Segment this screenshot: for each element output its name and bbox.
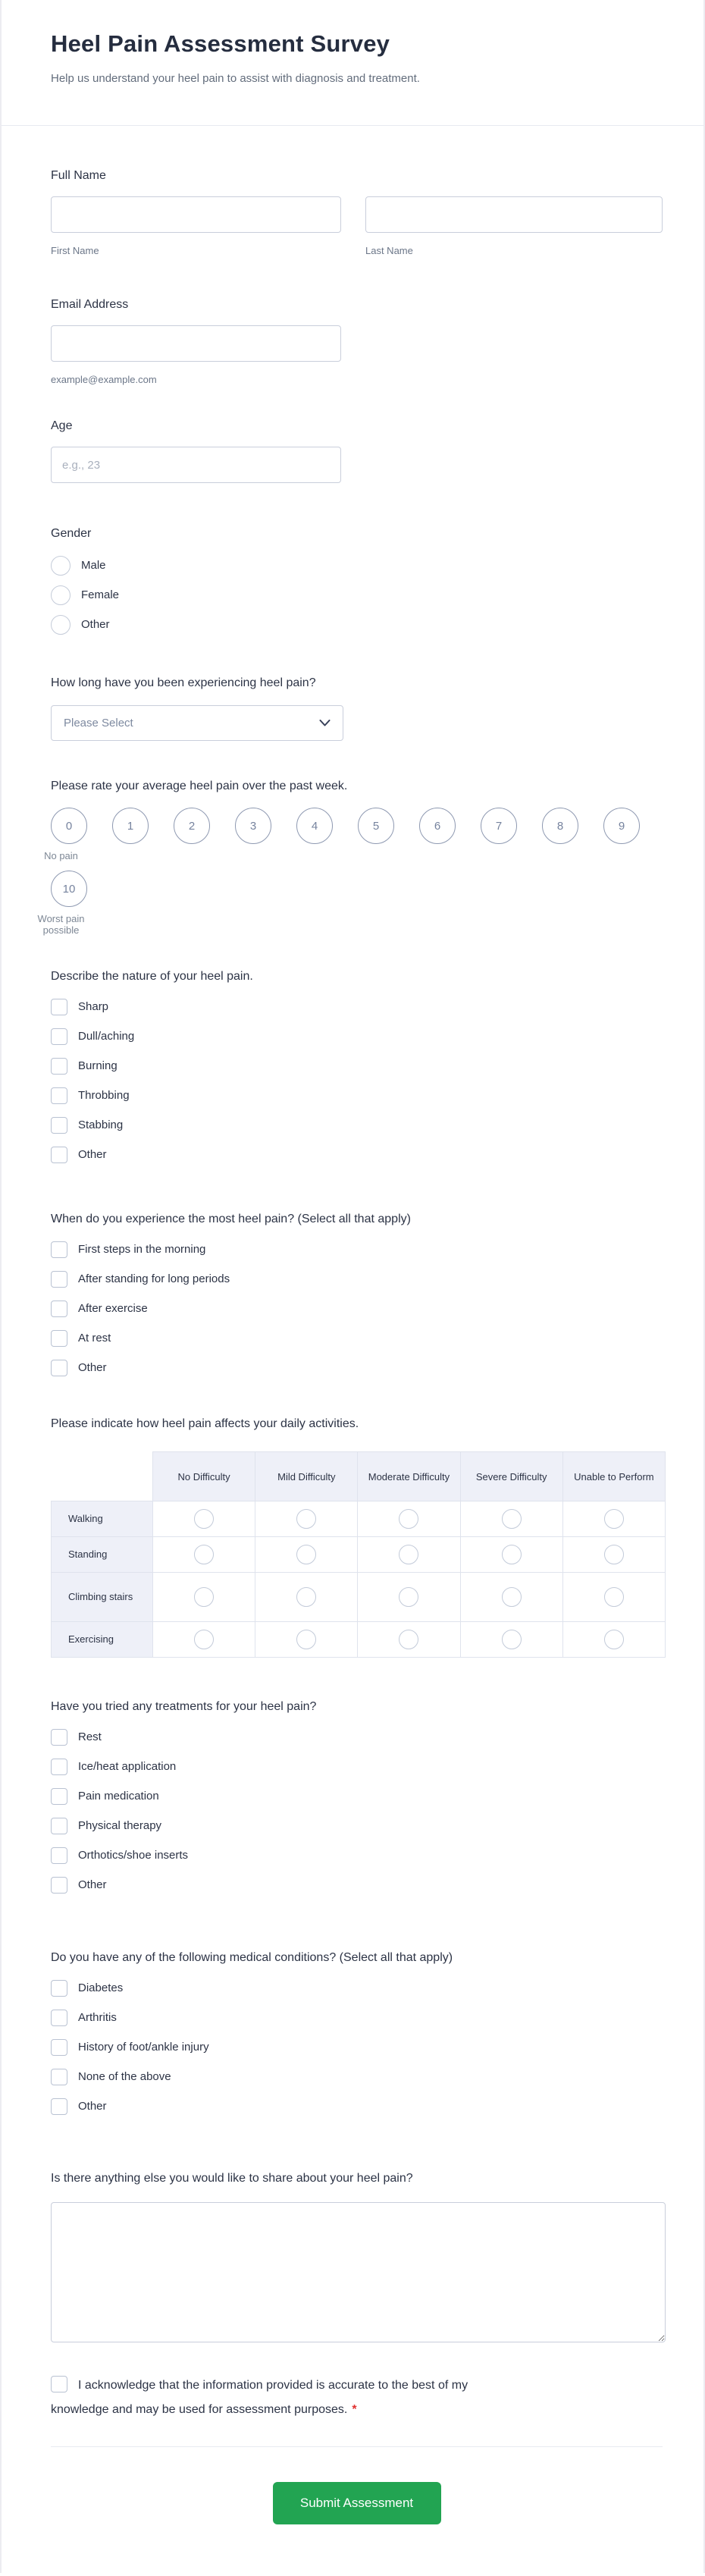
checkbox-icon[interactable] (51, 1818, 67, 1834)
conditions-options (51, 1980, 663, 2115)
last-name-col (365, 196, 663, 256)
nature-option-stabbing[interactable] (51, 1117, 663, 1134)
radio-icon[interactable] (296, 1630, 316, 1649)
checkbox-icon[interactable] (51, 1788, 67, 1805)
matrix-cell-exercising-severe[interactable] (460, 1622, 562, 1658)
matrix-corner-cell (52, 1452, 153, 1501)
question-pain-timing (51, 1212, 663, 1376)
condition-option-label: History of foot/ankle injury (78, 2041, 209, 2054)
nature-option-label: Other (78, 1148, 107, 1161)
treatment-option-label: Orthotics/shoe inserts (78, 1849, 189, 1862)
email-label: Email Address (51, 298, 129, 311)
radio-icon[interactable] (502, 1545, 522, 1564)
question-pain-scale (37, 779, 663, 936)
age-label: Age (51, 419, 73, 432)
radio-icon[interactable] (399, 1509, 418, 1529)
condition-option-other[interactable] (51, 2098, 663, 2115)
question-treatments (51, 1699, 663, 1894)
gender-option-label: Female (81, 588, 120, 601)
submit-button[interactable]: Submit Assessment (273, 2482, 441, 2524)
question-full-name (51, 168, 663, 256)
matrix-cell-climbing-unable[interactable] (562, 1573, 665, 1622)
treatment-option-label: Rest (78, 1730, 102, 1743)
condition-option-foot-ankle-injury[interactable] (51, 2039, 663, 2056)
radio-icon[interactable] (604, 1630, 624, 1649)
nature-option-sharp[interactable] (51, 999, 663, 1015)
matrix-row-label: Exercising (52, 1622, 153, 1658)
duration-label: How long have you been experiencing heel pain? (51, 676, 316, 689)
radio-icon[interactable] (399, 1545, 418, 1564)
matrix-cell-exercising-unable[interactable] (562, 1622, 665, 1658)
form-title: Heel Pain Assessment Survey (51, 30, 390, 57)
checkbox-icon[interactable] (51, 2010, 67, 2026)
radio-icon[interactable] (194, 1545, 214, 1564)
matrix-cell-standing-no[interactable] (153, 1537, 255, 1573)
radio-icon[interactable] (604, 1509, 624, 1529)
checkbox-icon[interactable] (51, 1360, 67, 1376)
gender-option-female[interactable] (51, 585, 663, 605)
matrix-row-exercising (52, 1622, 666, 1658)
checkbox-icon[interactable] (51, 1028, 67, 1045)
duration-select[interactable] (51, 705, 343, 741)
gender-option-label: Male (81, 559, 106, 572)
matrix-cell-climbing-moderate[interactable] (358, 1573, 460, 1622)
nature-option-label: Throbbing (78, 1089, 130, 1102)
matrix-col-header-moderate-difficulty: Moderate Difficulty (358, 1452, 460, 1501)
scale-item-7 (481, 808, 517, 861)
pain-nature-label: Describe the nature of your heel pain. (51, 970, 253, 983)
last-name-sublabel: Last Name (365, 245, 413, 256)
question-comments (51, 2171, 663, 2346)
matrix-col-header-severe-difficulty: Severe Difficulty (460, 1452, 562, 1501)
first-name-input[interactable] (51, 196, 341, 233)
scale-item-2 (174, 808, 210, 861)
matrix-cell-exercising-moderate[interactable] (358, 1622, 460, 1658)
timing-option-label: Other (78, 1361, 107, 1374)
radio-icon[interactable] (502, 1630, 522, 1649)
treatment-option-ice-heat[interactable] (51, 1759, 663, 1775)
treatments-label: Have you tried any treatments for your heel pain? (51, 1700, 317, 1713)
condition-option-diabetes[interactable] (51, 1980, 663, 1997)
radio-icon[interactable] (296, 1587, 316, 1607)
checkbox-icon[interactable] (51, 2069, 67, 2085)
matrix-cell-walking-no[interactable] (153, 1501, 255, 1537)
scale-item-1 (112, 808, 149, 861)
checkbox-icon[interactable] (51, 1087, 67, 1104)
nature-option-label: Dull/aching (78, 1030, 135, 1043)
nature-option-label: Sharp (78, 1000, 109, 1013)
nature-option-label: Stabbing (78, 1119, 124, 1131)
treatment-option-label: Physical therapy (78, 1819, 162, 1832)
matrix-cell-walking-severe[interactable] (460, 1501, 562, 1537)
timing-option-label: First steps in the morning (78, 1243, 206, 1256)
scale-item-10 (37, 871, 87, 936)
radio-icon[interactable] (194, 1630, 214, 1649)
condition-option-label: Arthritis (78, 2011, 117, 2024)
matrix-row-standing (52, 1537, 666, 1573)
acknowledgement-checkbox[interactable] (51, 2376, 67, 2392)
form-body (2, 126, 703, 2564)
radio-icon[interactable] (604, 1545, 624, 1564)
treatment-option-other[interactable] (51, 1877, 663, 1894)
checkbox-icon[interactable] (51, 1847, 67, 1864)
scale-option-10[interactable]: 10 (51, 871, 87, 907)
scale-item-9 (603, 808, 640, 861)
scale-option-3[interactable]: 3 (235, 808, 271, 844)
nature-option-burning[interactable] (51, 1058, 663, 1075)
timing-option-other[interactable] (51, 1360, 663, 1376)
matrix-cell-climbing-no[interactable] (153, 1573, 255, 1622)
matrix-row-climbing-stairs (52, 1573, 666, 1622)
nature-option-label: Burning (78, 1059, 118, 1072)
checkbox-icon[interactable] (51, 1330, 67, 1347)
submit-section (51, 2446, 663, 2564)
matrix-cell-standing-mild[interactable] (255, 1537, 358, 1573)
gender-option-other[interactable] (51, 615, 663, 635)
radio-icon[interactable] (399, 1630, 418, 1649)
pain-scale (37, 808, 666, 936)
activity-matrix-label: Please indicate how heel pain affects your daily activities. (51, 1417, 359, 1430)
radio-icon[interactable] (51, 615, 70, 635)
treatment-option-label: Ice/heat application (78, 1760, 177, 1773)
checkbox-icon[interactable] (51, 1729, 67, 1746)
treatment-option-physical-therapy[interactable] (51, 1818, 663, 1834)
matrix-col-header-mild-difficulty: Mild Difficulty (255, 1452, 358, 1501)
pain-timing-label: When do you experience the most heel pain? (Select all that apply) (51, 1213, 411, 1225)
condition-option-label: None of the above (78, 2070, 171, 2083)
condition-option-label: Other (78, 2100, 107, 2113)
checkbox-icon[interactable] (51, 999, 67, 1015)
question-email (51, 297, 663, 385)
matrix-cell-exercising-mild[interactable] (255, 1622, 358, 1658)
condition-option-arthritis[interactable] (51, 2010, 663, 2026)
matrix-row-label: Walking (52, 1501, 153, 1537)
pain-timing-options (51, 1241, 663, 1376)
last-name-input[interactable] (365, 196, 663, 233)
matrix-cell-standing-severe[interactable] (460, 1537, 562, 1573)
nature-option-other[interactable] (51, 1147, 663, 1163)
acknowledgement-text: I acknowledge that the information provided is accurate to the best of my knowledge and may be used for assessment purposes. (51, 2379, 468, 2416)
scale-item-4 (296, 808, 333, 861)
duration-selected-value: Please Select (64, 717, 133, 730)
age-input[interactable] (51, 447, 341, 483)
treatment-option-rest[interactable] (51, 1729, 663, 1746)
radio-icon[interactable] (502, 1509, 522, 1529)
gender-options (51, 556, 663, 635)
matrix-row-walking (52, 1501, 666, 1537)
checkbox-icon[interactable] (51, 1058, 67, 1075)
checkbox-icon[interactable] (51, 1877, 67, 1894)
matrix-cell-walking-mild[interactable] (255, 1501, 358, 1537)
matrix-col-header-unable-to-perform: Unable to Perform (562, 1452, 665, 1501)
matrix-row-label: Standing (52, 1537, 153, 1573)
matrix-col-header-no-difficulty: No Difficulty (153, 1452, 255, 1501)
question-activity-matrix (51, 1417, 663, 1658)
matrix-cell-exercising-no[interactable] (153, 1622, 255, 1658)
matrix-cell-standing-unable[interactable] (562, 1537, 665, 1573)
matrix-cell-climbing-mild[interactable] (255, 1573, 358, 1622)
treatment-option-orthotics[interactable] (51, 1847, 663, 1864)
checkbox-icon[interactable] (51, 1980, 67, 1997)
form-subtitle: Help us understand your heel pain to assist with diagnosis and treatment. (51, 72, 420, 85)
first-name-sublabel: First Name (51, 245, 99, 256)
radio-icon[interactable] (51, 585, 70, 605)
scale-item-3 (235, 808, 271, 861)
checkbox-icon[interactable] (51, 1271, 67, 1288)
condition-option-label: Diabetes (78, 1981, 124, 1994)
matrix-cell-standing-moderate[interactable] (358, 1537, 460, 1573)
scale-item-6 (419, 808, 456, 861)
timing-option-morning[interactable] (51, 1241, 663, 1258)
scale-option-5[interactable]: 5 (358, 808, 394, 844)
required-asterisk: * (352, 2403, 357, 2416)
acknowledgement-row[interactable] (51, 2374, 506, 2422)
scale-option-2[interactable]: 2 (174, 808, 210, 844)
treatments-options (51, 1729, 663, 1894)
radio-icon[interactable] (194, 1587, 214, 1607)
question-gender (51, 526, 663, 635)
scale-min-caption: No pain (44, 850, 78, 861)
treatment-option-label: Pain medication (78, 1790, 159, 1803)
checkbox-icon[interactable] (51, 1759, 67, 1775)
pain-nature-options (51, 999, 663, 1163)
checkbox-icon[interactable] (51, 1147, 67, 1163)
form-header (2, 0, 703, 126)
email-sublabel: example@example.com (51, 374, 157, 385)
timing-option-standing[interactable] (51, 1271, 663, 1288)
matrix-row-label: Climbing stairs (52, 1573, 153, 1622)
scale-option-7[interactable]: 7 (481, 808, 517, 844)
timing-option-exercise[interactable] (51, 1301, 663, 1317)
radio-icon[interactable] (194, 1509, 214, 1529)
matrix-cell-climbing-severe[interactable] (460, 1573, 562, 1622)
nature-option-dull-aching[interactable] (51, 1028, 663, 1045)
timing-option-rest[interactable] (51, 1330, 663, 1347)
checkbox-icon[interactable] (51, 1241, 67, 1258)
conditions-label: Do you have any of the following medical conditions? (Select all that apply) (51, 1951, 453, 1964)
scale-option-8[interactable]: 8 (542, 808, 578, 844)
timing-option-label: At rest (78, 1332, 111, 1344)
radio-icon[interactable] (604, 1587, 624, 1607)
condition-option-none[interactable] (51, 2069, 663, 2085)
comments-label: Is there anything else you would like to share about your heel pain? (51, 2172, 413, 2185)
checkbox-icon[interactable] (51, 1117, 67, 1134)
comments-textarea[interactable] (51, 2202, 666, 2342)
scale-max-caption: Worst pain possible (37, 913, 85, 936)
gender-option-label: Other (81, 618, 110, 631)
radio-icon[interactable] (51, 556, 70, 576)
scale-item-5 (358, 808, 394, 861)
treatment-option-label: Other (78, 1878, 107, 1891)
scale-item-0 (44, 808, 87, 861)
scale-item-8 (542, 808, 578, 861)
name-row (51, 196, 663, 256)
timing-option-label: After exercise (78, 1302, 148, 1315)
treatment-option-pain-medication[interactable] (51, 1788, 663, 1805)
first-name-col (51, 196, 341, 256)
radio-icon[interactable] (296, 1545, 316, 1564)
matrix-cell-walking-unable[interactable] (562, 1501, 665, 1537)
question-age (51, 419, 663, 483)
question-duration (51, 676, 663, 741)
scale-option-6[interactable]: 6 (419, 808, 456, 844)
email-input[interactable] (51, 325, 341, 362)
gender-option-male[interactable] (51, 556, 663, 576)
nature-option-throbbing[interactable] (51, 1087, 663, 1104)
question-pain-nature (51, 969, 663, 1163)
scale-option-4[interactable]: 4 (296, 808, 333, 844)
scale-option-1[interactable]: 1 (112, 808, 149, 844)
checkbox-icon[interactable] (51, 1301, 67, 1317)
radio-icon[interactable] (399, 1587, 418, 1607)
radio-icon[interactable] (296, 1509, 316, 1529)
chevron-down-icon (319, 717, 331, 730)
timing-option-label: After standing for long periods (78, 1272, 230, 1285)
activity-matrix-table (51, 1451, 666, 1658)
question-conditions (51, 1950, 663, 2115)
full-name-label: Full Name (51, 169, 106, 182)
scale-option-0[interactable]: 0 (51, 808, 87, 844)
checkbox-icon[interactable] (51, 2039, 67, 2056)
scale-option-9[interactable]: 9 (603, 808, 640, 844)
pain-scale-label: Please rate your average heel pain over the past week. (51, 780, 348, 792)
radio-icon[interactable] (502, 1587, 522, 1607)
gender-label: Gender (51, 527, 92, 540)
checkbox-icon[interactable] (51, 2098, 67, 2115)
matrix-cell-walking-moderate[interactable] (358, 1501, 460, 1537)
